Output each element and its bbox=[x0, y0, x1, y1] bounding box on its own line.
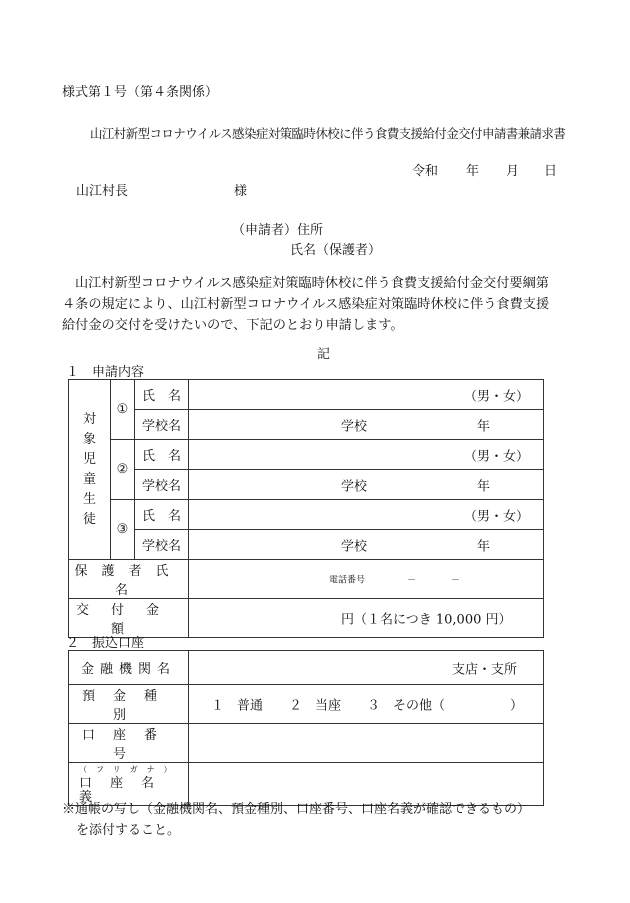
gender-choice: （男・女） bbox=[463, 389, 529, 404]
amount-field bbox=[189, 599, 544, 638]
child-name-label: 氏 名 bbox=[135, 440, 189, 470]
child-name-label: 氏 名 bbox=[135, 380, 189, 410]
account-number-label: 口座番号 bbox=[69, 724, 189, 763]
grade-suffix: 年 bbox=[477, 539, 491, 554]
child-name-field[interactable] bbox=[189, 380, 544, 410]
paragraph-line: 山江村新型コロナウイルス感染症対策臨時休校に伴う食費支援給付金交付要綱第 bbox=[75, 276, 549, 291]
document-title: 山江村新型コロナウイルス感染症対策臨時休校に伴う食費支援給付金交付申請書兼請求書 bbox=[90, 126, 566, 141]
child-name-field[interactable] bbox=[189, 500, 544, 530]
bank-name-label: 金融機関名 bbox=[69, 651, 189, 685]
school-name-field[interactable] bbox=[189, 410, 544, 440]
target-students-label: 対 象 児 童 生 徒 bbox=[69, 380, 111, 560]
guardian-name-field[interactable] bbox=[189, 560, 544, 599]
honorific: 様 bbox=[234, 184, 248, 199]
amount-value: 円（１名につき 10,000 円） bbox=[341, 612, 512, 628]
school-suffix: 学校 bbox=[341, 479, 368, 494]
school-name-label: 学校名 bbox=[135, 470, 189, 500]
date-day: 日 bbox=[544, 164, 558, 179]
gender-choice: （男・女） bbox=[463, 449, 529, 464]
school-name-field[interactable] bbox=[189, 470, 544, 500]
grade-suffix: 年 bbox=[477, 479, 491, 494]
gender-choice: （男・女） bbox=[463, 509, 529, 524]
phone-dash: － bbox=[451, 575, 461, 586]
phone-label: 電話番号 bbox=[329, 575, 366, 586]
ki-mark: 記 bbox=[317, 347, 331, 362]
deposit-type-options: １ 普通 ２ 当座 ３ その他（ ） bbox=[211, 698, 524, 714]
child-name-field[interactable] bbox=[189, 440, 544, 470]
account-name-label: 口座名義 bbox=[79, 776, 173, 805]
furigana-label: （フリガナ） bbox=[79, 765, 181, 774]
paragraph-line: 給付金の交付を受けたいので、下記のとおり申請します。 bbox=[62, 318, 404, 333]
school-name-label: 学校名 bbox=[135, 410, 189, 440]
section1-heading: １ 申請内容 bbox=[66, 365, 145, 380]
addressee: 山江村長 bbox=[76, 184, 129, 199]
branch-suffix: 支店・支所 bbox=[451, 662, 517, 677]
applicant-address-label: （申請者）住所 bbox=[232, 223, 324, 238]
date-era: 令和 bbox=[412, 164, 439, 179]
child-number: ③ bbox=[111, 500, 135, 560]
application-paragraph bbox=[62, 273, 562, 336]
account-number-field[interactable] bbox=[189, 724, 544, 763]
section2-heading: ２ 振込口座 bbox=[66, 636, 145, 651]
date-year: 年 bbox=[466, 164, 480, 179]
bank-name-field[interactable] bbox=[189, 651, 544, 685]
deposit-type-field[interactable] bbox=[189, 685, 544, 724]
application-table bbox=[68, 379, 544, 638]
child-number: ② bbox=[111, 440, 135, 500]
amount-label: 交付金額 bbox=[69, 599, 189, 638]
grade-suffix: 年 bbox=[477, 419, 491, 434]
bank-account-table bbox=[68, 650, 544, 806]
child-name-label: 氏 名 bbox=[135, 500, 189, 530]
deposit-type-label: 預金種別 bbox=[69, 685, 189, 724]
school-name-field[interactable] bbox=[189, 530, 544, 560]
date-month: 月 bbox=[506, 164, 520, 179]
form-number: 様式第１号（第４条関係） bbox=[62, 85, 219, 100]
guardian-name-label: 保護者氏名 bbox=[69, 560, 189, 599]
phone-dash: － bbox=[407, 575, 417, 586]
note-line: ※通帳の写し（金融機関名、預金種別、口座番号、口座名義が確認できるもの） bbox=[62, 802, 531, 817]
school-suffix: 学校 bbox=[341, 539, 368, 554]
note-line: を添付すること。 bbox=[76, 823, 181, 838]
school-suffix: 学校 bbox=[341, 419, 368, 434]
school-name-label: 学校名 bbox=[135, 530, 189, 560]
child-number: ① bbox=[111, 380, 135, 440]
applicant-name-label: 氏名（保護者） bbox=[290, 243, 382, 258]
paragraph-line: ４条の規定により、山江村新型コロナウイルス感染症対策臨時休校に伴う食費支援 bbox=[62, 297, 550, 312]
